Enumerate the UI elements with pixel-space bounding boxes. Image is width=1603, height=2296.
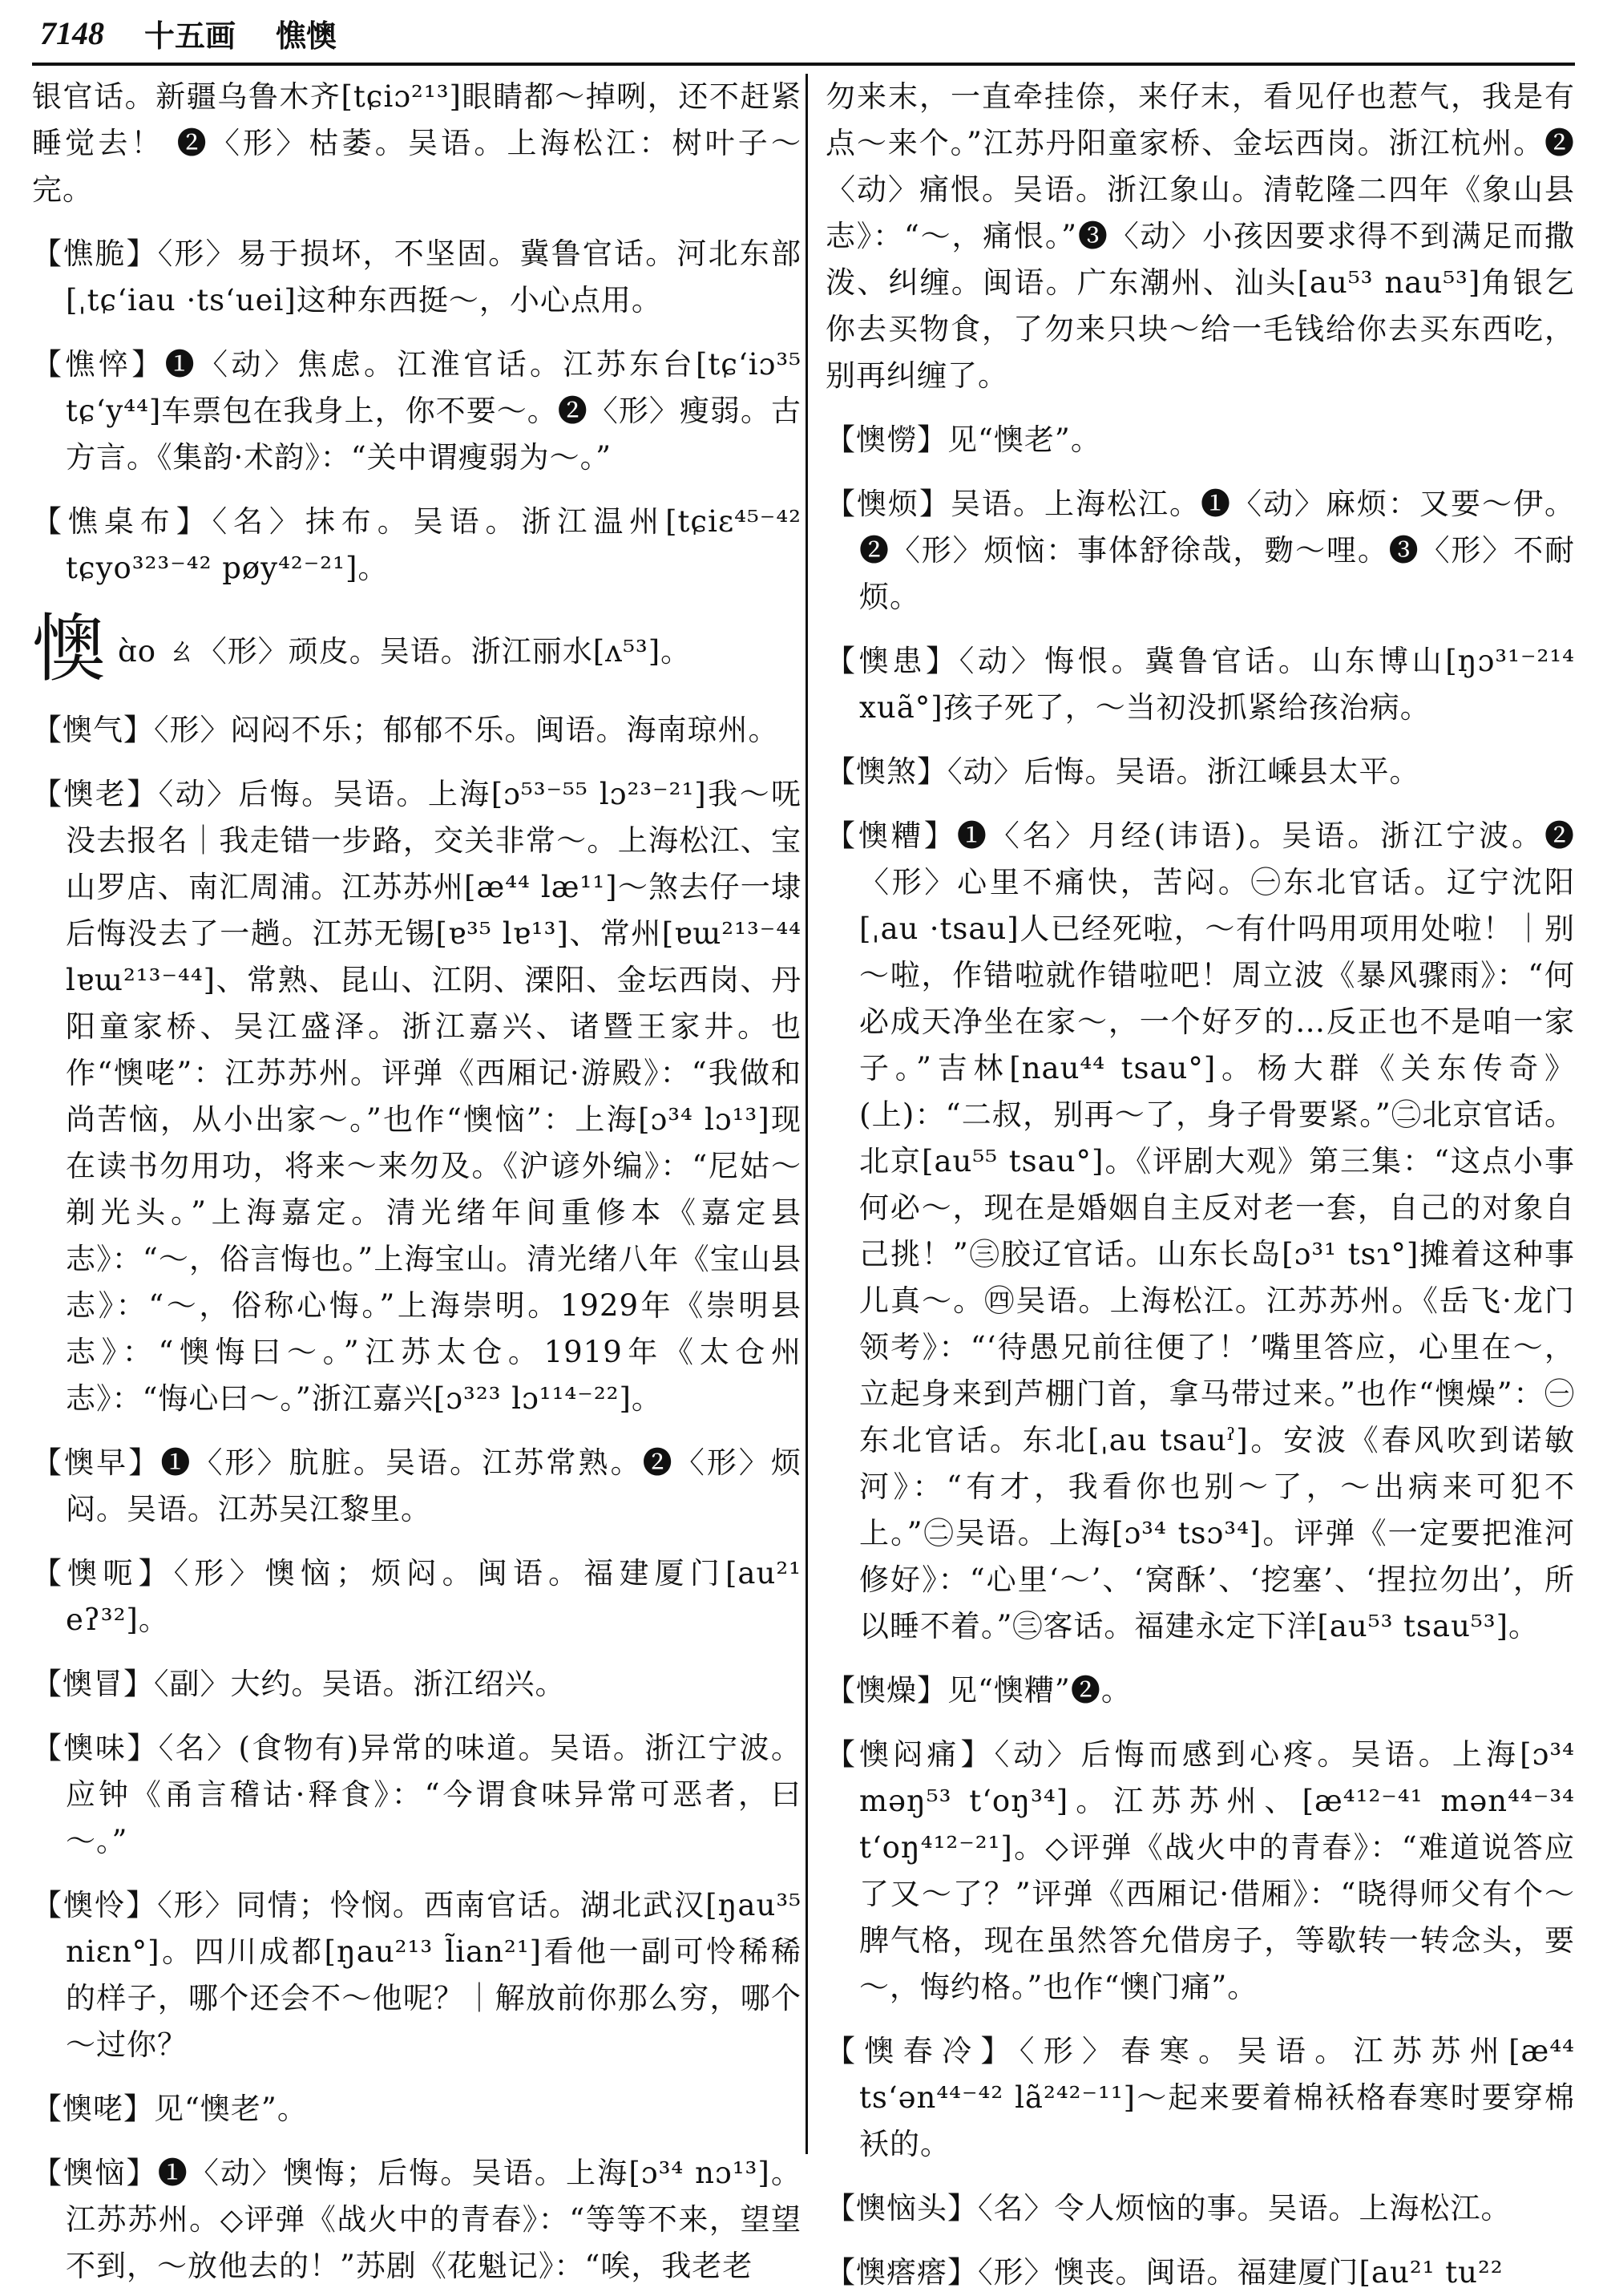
column-divider — [806, 74, 808, 2154]
entry-text: 银官话。新疆乌鲁木齐[tɕiɔ²¹³]眼睛都～掉咧，还不赶紧睡觉去！ ❷〈形〉枯萎。吴语。上海松江：树叶子～完。 — [32, 79, 802, 207]
dictionary-entry — [32, 231, 802, 324]
dictionary-entry — [826, 481, 1575, 620]
right-column — [826, 74, 1575, 2290]
entry-text: 【憔悴】❶〈动〉焦虑。江淮官话。江苏东台[tɕʻiɔ³⁵ tɕʻy⁴⁴]车票包在我身上，你不要～。❷〈形〉瘦弱。古方言。《集韵·术韵》：“关中谓瘦弱为～。” — [32, 347, 802, 475]
dictionary-entry — [826, 1667, 1575, 1714]
entry-text: 【懊糟】❶〈名〉月经(讳语)。吴语。浙江宁波。❷〈形〉心里不痛快，苦闷。㊀东北官话。辽宁沈阳[ˌau ·tsau]人已经死啦，～有什吗用项用处啦！｜别～啦，作错啦就作错啦吧！周立波《暴风骤雨》：“何必成天净坐在家～，一个好歹的…反正也不是咱一家子。”吉林[nau⁴⁴ tsau°]。杨大群《关东传奇》(上)：“二叔，别再～了，身子骨要紧。”㊁北京官话。北京[au⁵⁵ tsau°]。《评剧大观》第三集：“这点小事何必～，现在是婚姻自主反对老一套，自己的对象自己挑！”㊂胶辽官话。山东长岛[ɔ³¹ tsɿ°]摊着这种事儿真～。㊃吴语。上海松江。江苏苏州。《岳飞·龙门领考》：“‘待愚兄前往便了！’嘴里答应，心里在～，立起身来到芦棚门首，拿马带过来。”也作“懊燥”：㊀东北官话。东北[ˌau tsauˀ]。安波《春风吹到诺敏河》：“有才，我看你也别～了，～出病来可犯不上。”㊁吴语。上海[ɔ³⁴ tsɔ³⁴]。评弹《一定要把淮河修好》：“心里‘～’、‘窝酥’、‘挖塞’、‘捏拉勿出’，所以睡不着。”㊂客话。福建永定下洋[au⁵³ tsau⁵³]。 — [826, 819, 1575, 1643]
header-rule — [32, 63, 1575, 66]
dictionary-entry — [826, 74, 1575, 399]
entry-text: 【懊怜】〈形〉同情；怜悯。西南官话。湖北武汉[ŋau³⁵ niɛn°]。四川成都[ŋau²¹³ l̃ian²¹]看他一副可怜稀稀的样子，哪个还会不～他呢？｜解放前你那么穷，哪个～过你？ — [32, 1888, 802, 2062]
entry-text: 【懊憦】见“懊老”。 — [826, 422, 1101, 457]
headword-entry — [32, 606, 802, 692]
dictionary-entry — [826, 638, 1575, 731]
dictionary-entry — [826, 2028, 1575, 2168]
dictionary-entry — [32, 74, 802, 213]
entry-text: 【懊燥】见“懊糟”❷。 — [826, 1673, 1132, 1708]
headword-character: 懊 — [32, 606, 107, 692]
dictionary-entry — [32, 1550, 802, 1643]
dictionary-entry — [32, 342, 802, 481]
entry-text: 【懊烦】吴语。上海松江。❶〈动〉麻烦：又要～伊。❷〈形〉烦恼：事体舒徐哉，覅～哩。❸〈形〉不耐烦。 — [826, 487, 1575, 614]
left-column — [32, 74, 802, 2283]
dictionary-entry — [32, 1882, 802, 2068]
dictionary-entry — [826, 2185, 1575, 2232]
entry-text: 勿来末，一直牵挂倷，来仔末，看见仔也惹气，我是有点～来个。”江苏丹阳童家桥、金坛西岗。浙江杭州。❷〈动〉痛恨。吴语。浙江象山。清乾隆二四年《象山县志》：“～，痛恨。”❸〈动〉小孩因要求得不到满足而撒泼、纠缠。闽语。广东潮州、汕头[au⁵³ nau⁵³]角银乞你去买物食，了勿来只块～给一毛钱给你去买东西吃，别再纠缠了。 — [826, 79, 1575, 393]
entry-text: 【懊瘩瘩】〈形〉懊丧。闽语。福建厦门[au²¹ tu²² — [826, 2255, 1504, 2290]
entry-text: 【懊味】〈名〉(食物有)异常的味道。吴语。浙江宁波。应钟《甬言稽诂·释食》：“今谓食味异常可恶者，曰～。” — [32, 1731, 802, 1858]
entry-text: 【懊患】〈动〉悔恨。冀鲁官话。山东博山[ŋɔ³¹⁻²¹⁴ xuã°]孩子死了，～当初没抓紧给孩治病。 — [826, 644, 1575, 725]
entry-text: 【憔桌布】〈名〉抹布。吴语。浙江温州[tɕiɛ⁴⁵⁻⁴² tɕyo³²³⁻⁴² pøy⁴²⁻²¹]。 — [32, 504, 802, 585]
dictionary-entry — [32, 1440, 802, 1533]
dictionary-entry — [826, 749, 1575, 795]
dictionary-entry — [32, 771, 802, 1422]
entry-text: 【懊春冷】〈形〉春寒。吴语。江苏苏州[æ⁴⁴ tsʻən⁴⁴⁻⁴² lã²⁴²⁻¹¹]～起来要着棉袄格春寒时要穿棉袄的。 — [826, 2034, 1575, 2161]
entry-text: 【懊冒】〈副〉大约。吴语。浙江绍兴。 — [32, 1667, 566, 1701]
page-number: 7148 — [40, 14, 104, 51]
entry-text: 【懊咾】见“懊老”。 — [32, 2092, 308, 2126]
entry-text: 【懊早】❶〈形〉肮脏。吴语。江苏常熟。❷〈形〉烦闷。吴语。江苏吴江黎里。 — [32, 1445, 802, 1526]
dictionary-entry — [32, 2086, 802, 2132]
dictionary-entry — [826, 417, 1575, 463]
entry-text: 【懊呃】〈形〉懊恼；烦闷。闽语。福建厦门[au²¹ eʔ³²]。 — [32, 1556, 802, 1637]
entry-text: 【懊恼头】〈名〉令人烦恼的事。吴语。上海松江。 — [826, 2191, 1512, 2225]
dictionary-entry — [826, 813, 1575, 1650]
entry-text: 【懊老】〈动〉后悔。吴语。上海[ɔ⁵³⁻⁵⁵ lɔ²³⁻²¹]我～呒没去报名｜我走错一步路，交关非常～。上海松江、宝山罗店、南汇周浦。江苏苏州[æ⁴⁴ læ¹¹]～煞去仔一埭后悔没去了一趟。江苏无锡[ɐ³⁵ lɐ¹³]、常州[ɐɯ²¹³⁻⁴⁴ lɐɯ²¹³⁻⁴⁴]、常熟、昆山、江阴、溧阳、金坛西岗、丹阳童家桥、吴江盛泽。浙江嘉兴、诸暨王家井。也作“懊咾”：江苏苏州。评弹《西厢记·游殿》：“我做和尚苦恼，从小出家～。”也作“懊恼”：上海[ɔ³⁴ lɔ¹³]现在读书勿用功，将来～来勿及。《沪谚外编》：“尼姑～剃光头。”上海嘉定。清光绪年间重修本《嘉定县志》：“～，俗言悔也。”上海宝山。清光绪八年《宝山县志》：“～，俗称心悔。”上海崇明。1929年《崇明县志》：“懊悔曰～。”江苏太仓。1919年《太仓州志》：“悔心曰～。”浙江嘉兴[ɔ³²³ lɔ¹¹⁴⁻²²]。 — [32, 777, 802, 1416]
dictionary-entry — [826, 1732, 1575, 2011]
entry-text: 【懊闷痛】〈动〉后悔而感到心疼。吴语。上海[ɔ³⁴ məŋ⁵³ tʻoŋ³⁴]。江苏苏州、[æ⁴¹²⁻⁴¹ mən⁴⁴⁻³⁴ tʻoŋ⁴¹²⁻²¹]。◇评弹《战火中的青春》：“难道说答应了又～了？”评弹《西厢记·借厢》：“晓得师父有个～脾气格，现在虽然答允借房子，等歇转一转念头，要～，悔约格。”也作“懊门痛”。 — [826, 1737, 1575, 2004]
entry-text: 【懊煞】〈动〉后悔。吴语。浙江嵊县太平。 — [826, 754, 1420, 789]
entry-text: 【憔脆】〈形〉易于损坏，不坚固。冀鲁官话。河北东部[ˌtɕʻiau ·tsʻuei]这种东西挺～，小心点用。 — [32, 236, 802, 317]
page-header — [40, 6, 1563, 59]
entry-text: 【懊气】〈形〉闷闷不乐；郁郁不乐。闽语。海南琼州。 — [32, 713, 779, 747]
header-keywords: 憔懊 — [276, 17, 337, 54]
dictionary-entry — [32, 2150, 802, 2290]
dictionary-entry — [32, 1661, 802, 1708]
section-label: 十五画 — [144, 17, 236, 54]
dictionary-entry — [32, 1725, 802, 1865]
dictionary-entry — [826, 2250, 1575, 2296]
dictionary-entry — [32, 707, 802, 754]
headword-definition: ɑ̀o ㄠ〈形〉顽皮。吴语。浙江丽水[ʌ⁵³]。 — [118, 634, 692, 669]
dictionary-entry — [32, 499, 802, 592]
entry-text: 【懊恼】❶〈动〉懊悔；后悔。吴语。上海[ɔ³⁴ nɔ¹³]。江苏苏州。◇评弹《战火中的青春》：“等等不来，望望不到，～放他去的！”苏剧《花魁记》：“唉，我老老 — [32, 2156, 802, 2283]
